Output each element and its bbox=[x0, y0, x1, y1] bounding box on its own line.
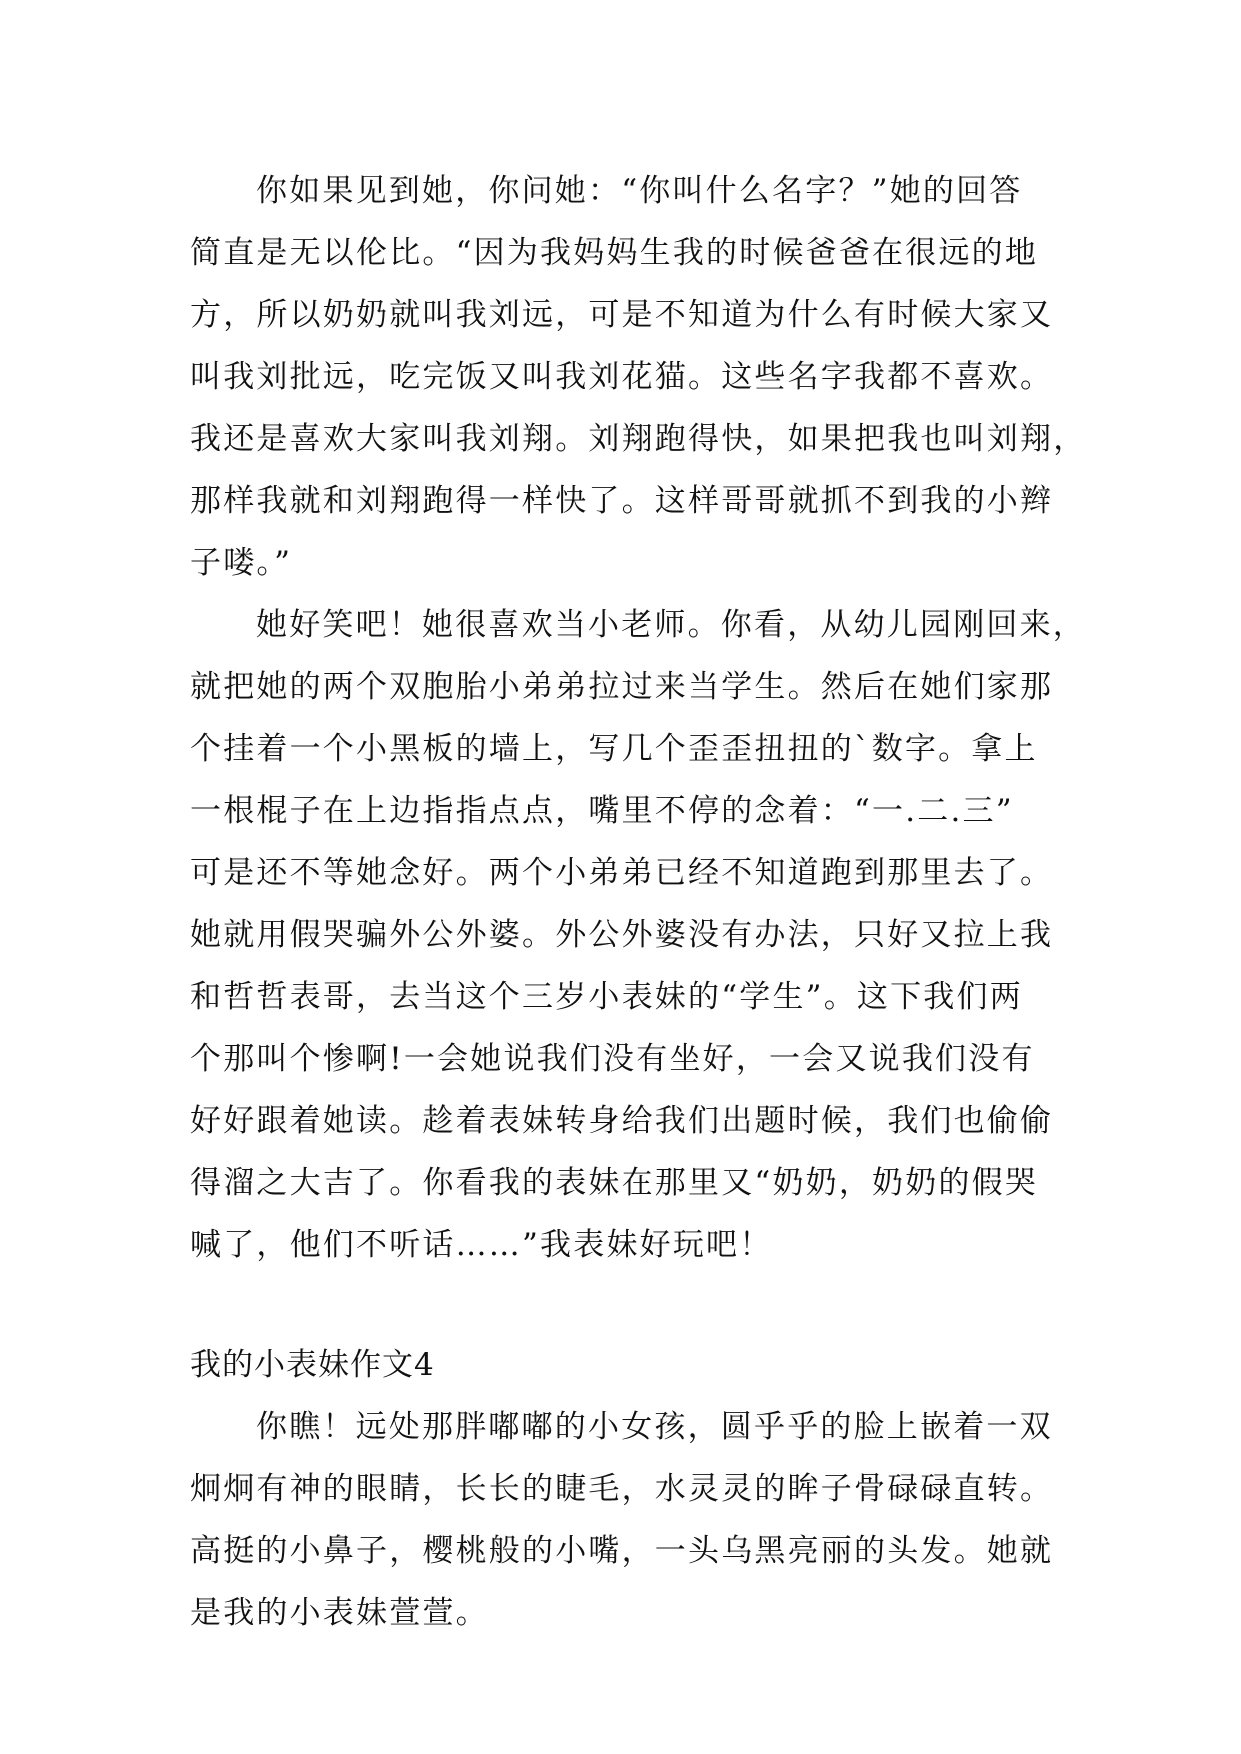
text-line: 喊了，他们不听话……”我表妹好玩吧！ bbox=[190, 1227, 773, 1263]
section-spacer bbox=[190, 1276, 1070, 1334]
paragraph-description bbox=[190, 1396, 1070, 1644]
text-line: 你如果见到她，你问她：“你叫什么名字？”她的回答 bbox=[256, 173, 1023, 209]
text-line: 个挂着一个小黑板的墙上，写几个歪歪扭扭的`数字。拿上 bbox=[190, 731, 1038, 767]
text-line: 可是还不等她念好。两个小弟弟已经不知道跑到那里去了。 bbox=[190, 855, 1054, 891]
section-title: 我的小表妹作文4 bbox=[190, 1347, 435, 1383]
text-line: 高挺的小鼻子，樱桃般的小嘴，一头乌黑亮丽的头发。她就 bbox=[190, 1533, 1054, 1569]
text-line: 方，所以奶奶就叫我刘远，可是不知道为什么有时候大家又 bbox=[190, 297, 1054, 333]
text-line: 她就用假哭骗外公外婆。外公外婆没有办法，只好又拉上我 bbox=[190, 917, 1054, 953]
text-line: 叫我刘批远，吃完饭又叫我刘花猫。这些名字我都不喜欢。 bbox=[190, 359, 1054, 395]
text-line: 炯炯有神的眼睛，长长的睫毛，水灵灵的眸子骨碌碌直转。 bbox=[190, 1471, 1054, 1507]
text-line: 我还是喜欢大家叫我刘翔。刘翔跑得快，如果把我也叫刘翔， bbox=[190, 421, 1087, 457]
text-line: 得溜之大吉了。你看我的表妹在那里又“奶奶，奶奶的假哭 bbox=[190, 1165, 1039, 1201]
text-line: 是我的小表妹萱萱。 bbox=[190, 1595, 489, 1631]
text-line: 和哲哲表哥，去当这个三岁小表妹的“学生”。这下我们两 bbox=[190, 979, 1023, 1015]
text-line: 一根棍子在上边指指点点，嘴里不停的念着：“一.二.三” bbox=[190, 793, 1014, 829]
text-line: 她好笑吧！她很喜欢当小老师。你看，从幼儿园刚回来， bbox=[256, 607, 1086, 643]
text-line: 简直是无以伦比。“因为我妈妈生我的时候爸爸在很远的地 bbox=[190, 235, 1039, 271]
text-line: 个那叫个惨啊!一会她说我们没有坐好，一会又说我们没有 bbox=[190, 1041, 1035, 1077]
paragraph-name-answer bbox=[190, 160, 1087, 594]
text-line: 那样我就和刘翔跑得一样快了。这样哥哥就抓不到我的小辫 bbox=[190, 483, 1054, 519]
paragraph-little-teacher bbox=[190, 594, 1086, 1276]
text-line: 你瞧！远处那胖嘟嘟的小女孩，圆乎乎的脸上嵌着一双 bbox=[256, 1409, 1053, 1445]
text-line: 子喽。” bbox=[190, 545, 293, 581]
text-line: 好好跟着她读。趁着表妹转身给我们出题时候，我们也偷偷 bbox=[190, 1103, 1054, 1139]
document-body bbox=[190, 160, 1087, 1644]
text-line: 就把她的两个双胞胎小弟弟拉过来当学生。然后在她们家那 bbox=[190, 669, 1054, 705]
